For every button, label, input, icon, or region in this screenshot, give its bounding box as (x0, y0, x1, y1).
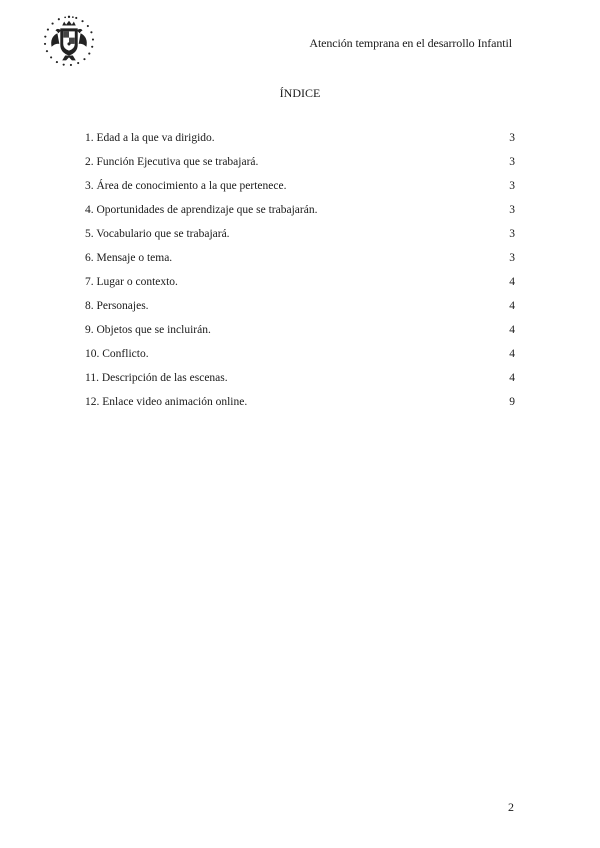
toc-entry-label: 1. Edad a la que va dirigido. (85, 132, 215, 144)
university-crest-icon (40, 12, 98, 70)
toc-entry-label: 6. Mensaje o tema. (85, 252, 173, 264)
toc-entry-label: 9. Objetos que se incluirán. (85, 324, 211, 336)
toc-entry-page: 3 (509, 132, 515, 144)
toc-entry-label: 3. Área de conocimiento a la que pertenece. (85, 180, 287, 192)
toc-entry-page: 3 (509, 204, 515, 216)
toc-entry-label: 5. Vocabulario que se trabajará. (85, 228, 230, 240)
toc-entry-label: 4. Oportunidades de aprendizaje que se trabajarán. (85, 204, 318, 216)
toc-entry-label: 8. Personajes. (85, 300, 149, 312)
toc-entry[interactable] (85, 370, 515, 394)
toc-entry[interactable] (85, 274, 515, 298)
toc-entry-page: 3 (509, 228, 515, 240)
toc-entry-label: 12. Enlace video animación online. (85, 396, 248, 408)
toc-entry[interactable] (85, 346, 515, 370)
toc-entry[interactable] (85, 154, 515, 178)
running-header-title: Atención temprana en el desarrollo Infantil (309, 36, 512, 50)
toc-entry-page: 4 (509, 324, 515, 336)
toc-entry-page: 4 (509, 372, 515, 384)
toc-entry-page: 4 (509, 276, 515, 288)
table-of-contents (85, 130, 515, 418)
toc-entry[interactable] (85, 202, 515, 226)
toc-entry-label: 10. Conflicto. (85, 348, 149, 360)
page-number: 2 (508, 800, 514, 814)
toc-entry-page: 3 (509, 252, 515, 264)
toc-entry-page: 9 (509, 396, 515, 408)
toc-entry-label: 2. Función Ejecutiva que se trabajará. (85, 156, 259, 168)
toc-entry[interactable] (85, 130, 515, 154)
toc-entry[interactable] (85, 322, 515, 346)
toc-entry-page: 4 (509, 300, 515, 312)
toc-entry[interactable] (85, 394, 515, 418)
toc-entry-page: 4 (509, 348, 515, 360)
toc-entry[interactable] (85, 250, 515, 274)
toc-entry-label: 11. Descripción de las escenas. (85, 372, 228, 384)
toc-entry[interactable] (85, 178, 515, 202)
toc-entry-label: 7. Lugar o contexto. (85, 276, 178, 288)
toc-entry-page: 3 (509, 156, 515, 168)
toc-entry[interactable] (85, 226, 515, 250)
toc-heading: ÍNDICE (279, 86, 321, 100)
toc-entry[interactable] (85, 298, 515, 322)
toc-entry-page: 3 (509, 180, 515, 192)
